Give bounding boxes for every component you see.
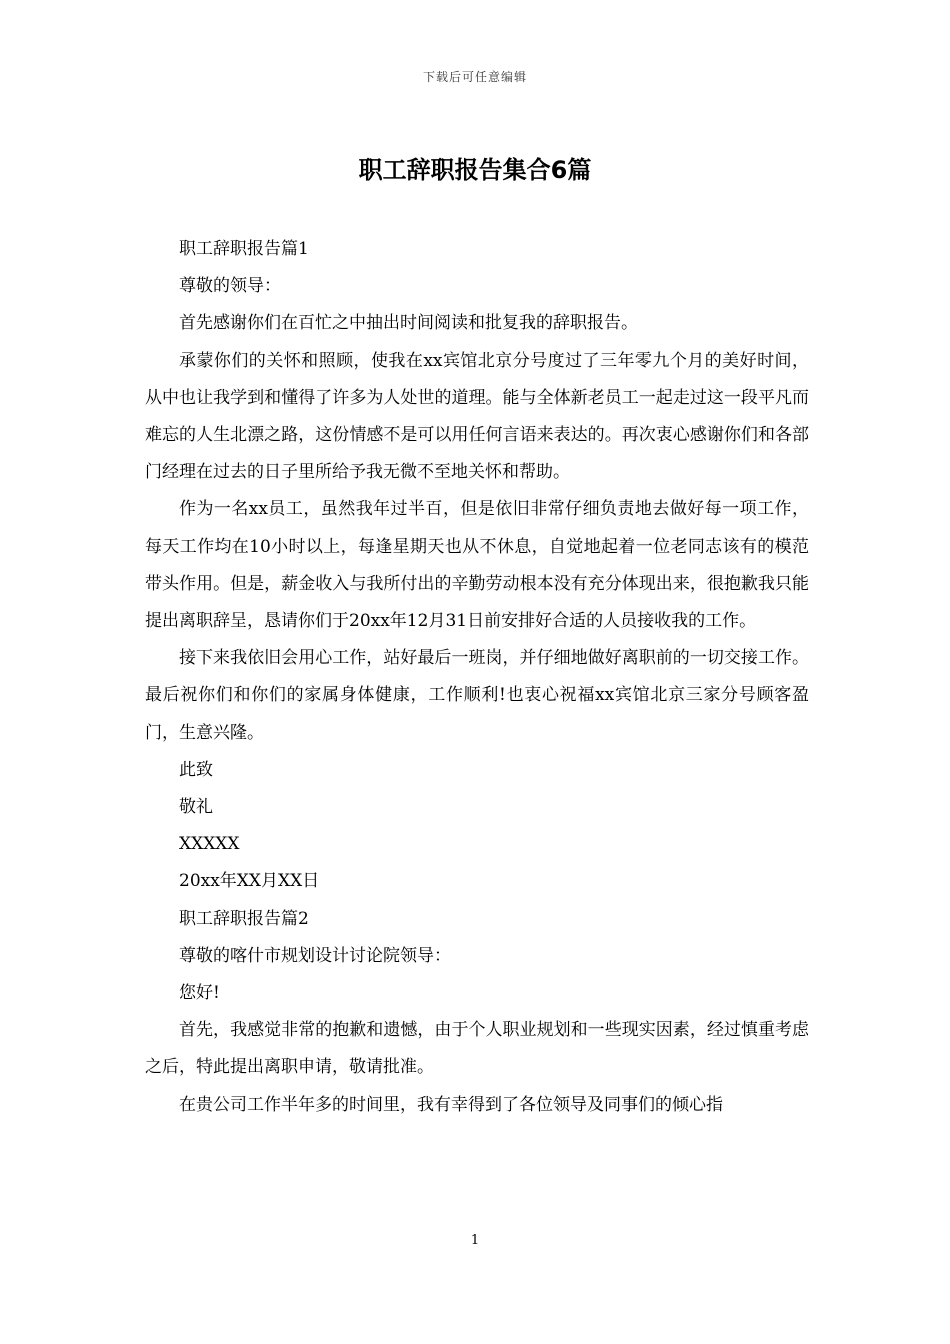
paragraph: 承蒙你们的关怀和照顾，使我在xx宾馆北京分号度过了三年零九个月的美好时间，从中也让我学到和懂得了许多为人处世的道理。能与全体新老员工一起走过这一段平凡而难忘的人生北漂之路，这份情感不是可以用任何言语来表达的。再次衷心感谢你们和各部门经理在过去的日子里所给予我无微不至地关怀和帮助。: [145, 350, 809, 483]
page-number: 1: [470, 1233, 480, 1248]
document-title: 职工辞职报告集合6篇: [358, 156, 592, 184]
salutation: 尊敬的喀什市规划设计讨论院领导：: [179, 945, 451, 966]
paragraph: 接下来我依旧会用心工作，站好最后一班岗，并仔细地做好离职前的一切交接工作。最后祝你们和你们的家属身体健康，工作顺利!也衷心祝福xx宾馆北京三家分号顾客盈门，生意兴隆。: [145, 648, 809, 743]
closing: 此致: [179, 759, 213, 780]
paragraph: 作为一名xx员工，虽然我年过半百，但是依旧非常仔细负责地去做好每一项工作，每天工作均在10小时以上，每逢星期天也从不休息，自觉地起着一位老同志该有的模范带头作用。但是，薪金收入与我所付出的辛勤劳动根本没有充分体现出来，很抱歉我只能提出离职辞呈，恳请你们于20xx年12月31日前安排好合适的人员接收我的工作。: [145, 499, 809, 632]
paragraph: 首先，我感觉非常的抱歉和遗憾，由于个人职业规划和一些现实因素，经过慎重考虑之后，特此提出离职申请，敬请批准。: [145, 1020, 809, 1078]
section-heading-1: 职工辞职报告篇1: [179, 239, 309, 259]
signature: XXXXX: [179, 834, 240, 855]
salutation: 尊敬的领导：: [179, 276, 281, 297]
document-body: [145, 231, 809, 1124]
section-heading-2: 职工辞职报告篇2: [179, 908, 309, 929]
paragraph: 在贵公司工作半年多的时间里，我有幸得到了各位领导及同事们的倾心指: [179, 1094, 723, 1115]
greeting: 您好!: [179, 983, 220, 1004]
paragraph: 首先感谢你们在百忙之中抽出时间阅读和批复我的辞职报告。: [179, 313, 638, 334]
date: 20xx年XX月XX日: [179, 871, 320, 892]
header-note: 下载后可任意编辑: [422, 70, 527, 84]
closing-regards: 敬礼: [179, 797, 213, 818]
